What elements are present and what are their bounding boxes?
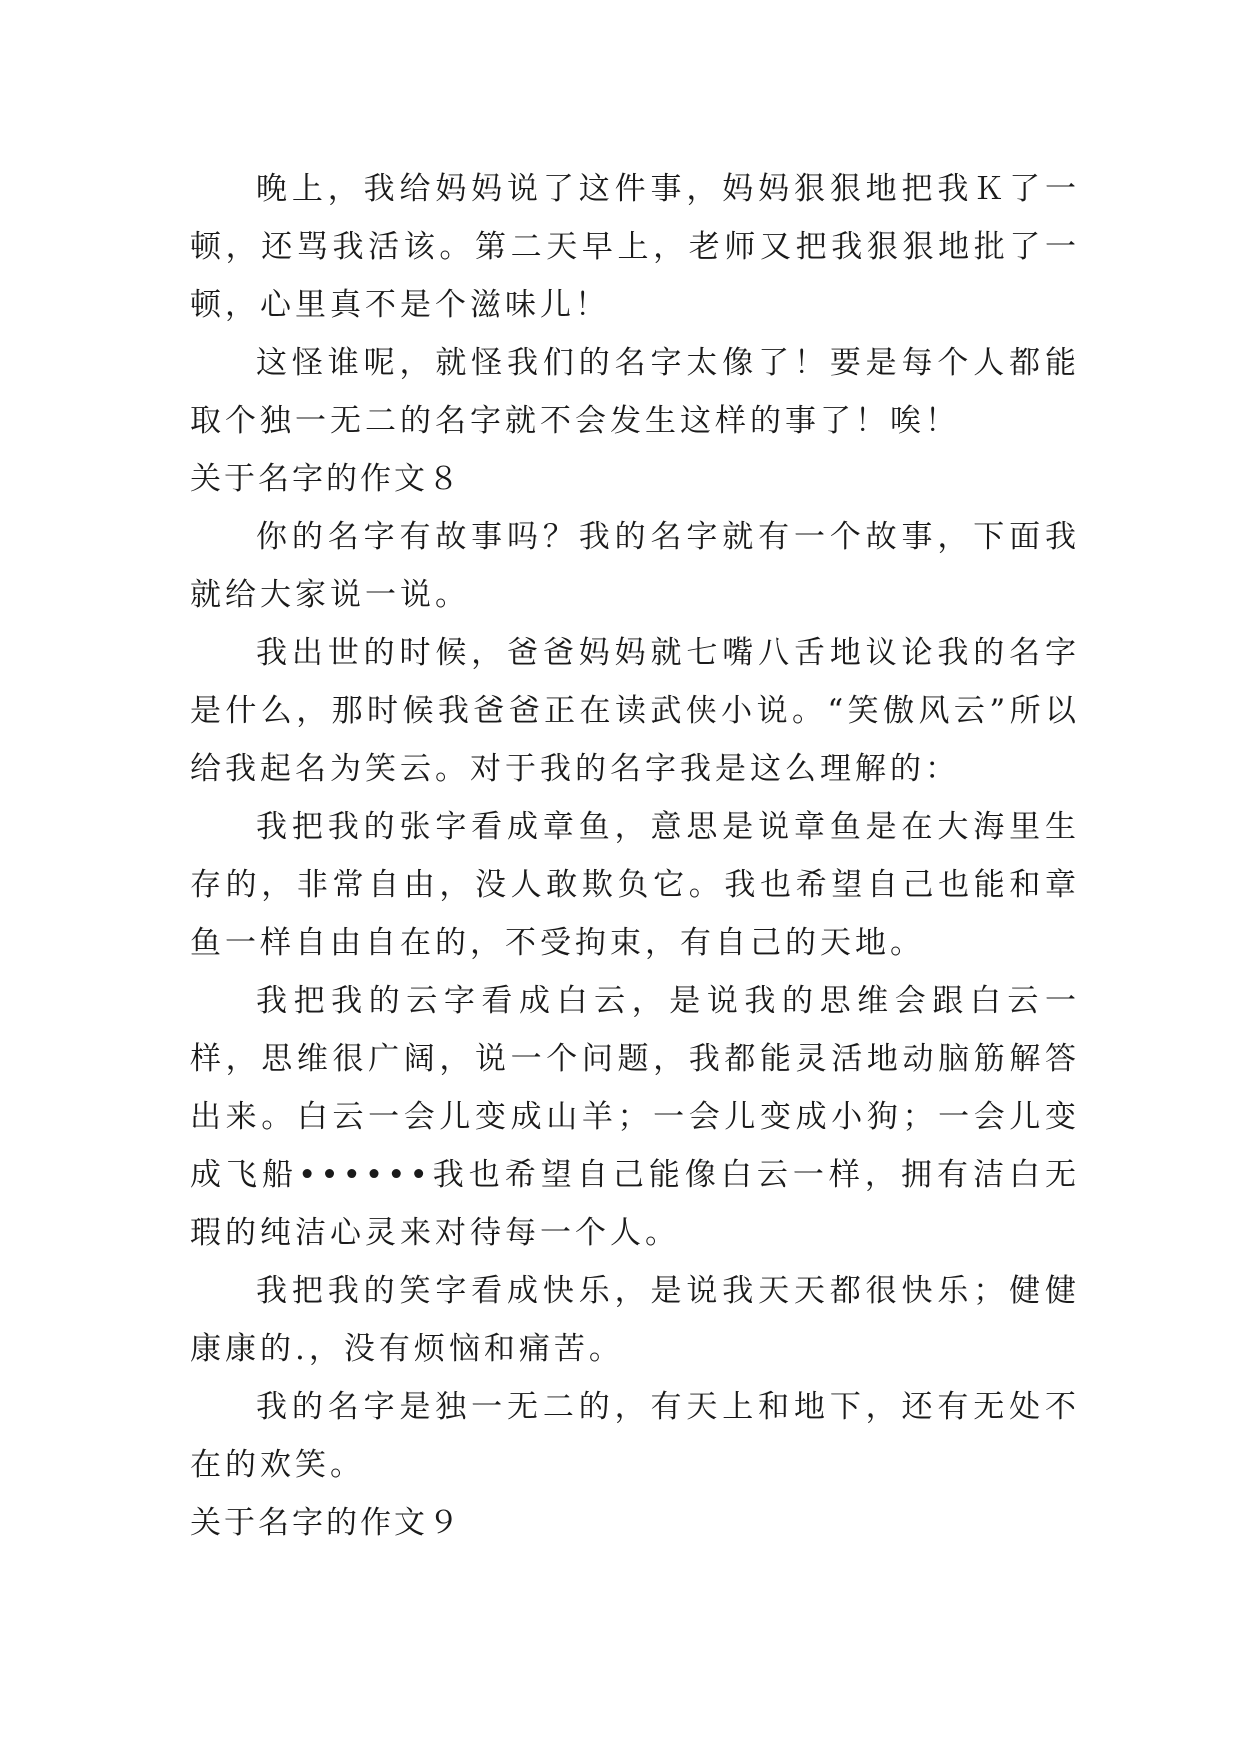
paragraph: 我把我的张字看成章鱼，意思是说章鱼是在大海里生存的，非常自由，没人敢欺负它。我也希望自己也能和章鱼一样自由自在的，不受拘束，有自己的天地。 <box>190 809 1080 961</box>
essay-heading: 关于名字的作文８ <box>190 461 462 497</box>
paragraph: 我的名字是独一无二的，有天上和地下，还有无处不在的欢笑。 <box>190 1389 1080 1483</box>
paragraph: 我出世的时候，爸爸妈妈就七嘴八舌地议论我的名字是什么，那时候我爸爸正在读武侠小说。“笑傲风云”所以给我起名为笑云。对于我的名字我是这么理解的： <box>190 635 1080 787</box>
paragraph: 我把我的云字看成白云，是说我的思维会跟白云一样，思维很广阔，说一个问题，我都能灵活地动脑筋解答出来。白云一会儿变成山羊；一会儿变成小狗；一会儿变成飞船••••••我也希望自己能像白云一样，拥有洁白无瑕的纯洁心灵来对待每一个人。 <box>190 983 1080 1251</box>
paragraph: 你的名字有故事吗？我的名字就有一个故事，下面我就给大家说一说。 <box>190 519 1080 613</box>
paragraph: 我把我的笑字看成快乐，是说我天天都很快乐；健健康康的.，没有烦恼和痛苦。 <box>190 1273 1080 1367</box>
document-body <box>190 160 1080 1552</box>
essay-heading: 关于名字的作文９ <box>190 1505 462 1541</box>
paragraph: 这怪谁呢，就怪我们的名字太像了！要是每个人都能取个独一无二的名字就不会发生这样的事了！唉！ <box>190 345 1080 439</box>
paragraph: 晚上，我给妈妈说了这件事，妈妈狠狠地把我Ｋ了一顿，还骂我活该。第二天早上，老师又把我狠狠地批了一顿，心里真不是个滋味儿！ <box>190 171 1080 323</box>
